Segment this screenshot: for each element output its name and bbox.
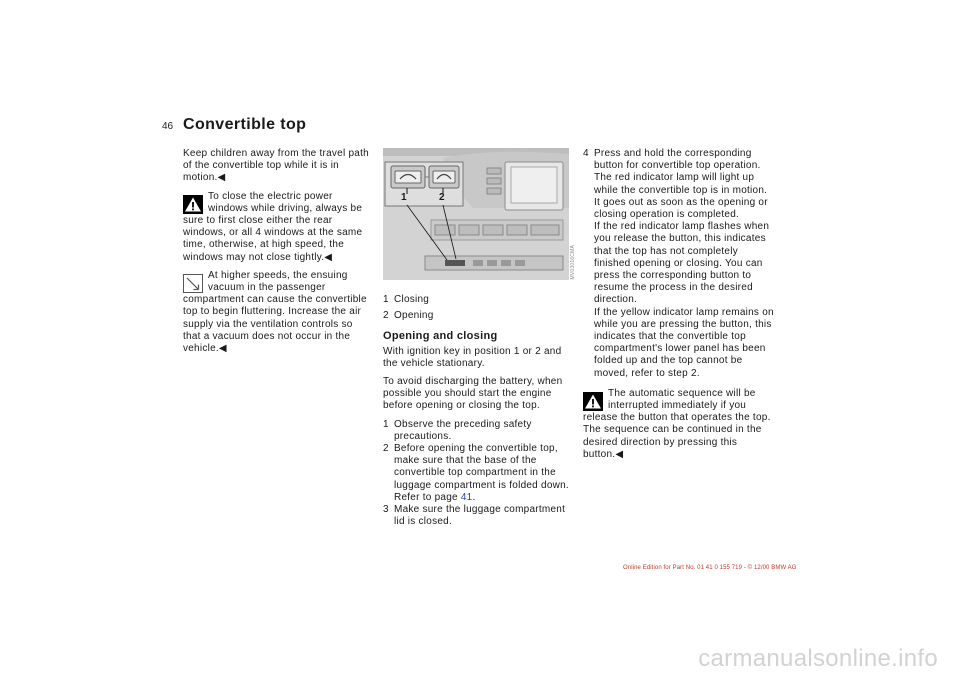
warning-triangle-icon (183, 195, 203, 214)
legend-item (383, 294, 575, 306)
list-item (383, 504, 575, 528)
watermark: carmanualsonline.info (698, 645, 938, 672)
list-item (583, 148, 775, 380)
note-line: At higher speeds, the ensuing (208, 269, 348, 281)
step-number: 4 (583, 148, 589, 159)
note-text: sure to first close either the rear windows, or all 4 windows at the same time, otherwise, at high speed, the windows may not close tightly.◀ (183, 215, 363, 263)
fluttering-info-note (183, 270, 373, 355)
children-warning-text: Keep children away from the travel path of the convertible top while it is in motion.◀ (183, 148, 369, 184)
column-right (583, 148, 775, 467)
sequence-warning-note (583, 388, 775, 461)
info-note-icon (183, 274, 203, 293)
figure-callout-1: 1 (401, 192, 407, 203)
step-text: Observe the preceding safety precautions. (394, 418, 532, 442)
step-number: 3 (383, 504, 389, 516)
step-text (594, 148, 775, 380)
figure-code: MV03016CMA (570, 245, 576, 280)
legend-text: Closing (394, 294, 430, 305)
section-heading: Opening and closing (383, 330, 498, 343)
step-text: Make sure the luggage compartment lid is closed. (394, 504, 566, 528)
dashboard-figure (383, 148, 569, 280)
step-text (394, 443, 575, 504)
step-number: 2 (383, 443, 389, 455)
step-text-part: Before opening the convertible top, make sure that the base of the convertible top compartment in the luggage compartment is folded down. Refer to page (394, 443, 569, 503)
step-text-part: . (472, 491, 476, 503)
battery-text: To avoid discharging the battery, when possible you should start the engine before opening or closing the top. (383, 376, 563, 412)
note-text: release the button that operates the top. The sequence can be continued in the desired direction by pressing this button.◀ (583, 412, 771, 460)
note-line: vacuum in the passenger (208, 282, 326, 294)
legend-number: 2 (383, 310, 389, 322)
note-line: To close the electric power (208, 190, 333, 202)
note-text: compartment can cause the convertible top to begin fluttering. Increase the air supply via the ventilation controls so that a vacuum does not occur in the vehicle.◀ (183, 294, 367, 355)
note-line: interrupted immediately if you (608, 400, 747, 412)
column-middle (383, 294, 575, 534)
step-4 (583, 148, 775, 380)
warning-triangle-icon (583, 392, 603, 411)
note-line: windows while driving, always be (208, 202, 363, 214)
page-number: 46 (162, 121, 174, 132)
step-paragraph: If the yellow indicator lamp remains on while you are pressing the button, this indicates that the convertible top compartment's lower panel has been folded up and the top cannot be moved, refer to step 2. (594, 306, 774, 379)
legend-text: Opening (394, 310, 434, 322)
figure-callout-2: 2 (439, 192, 445, 203)
step-number: 1 (383, 418, 389, 430)
figure-legend (383, 294, 575, 322)
window-warning-note (183, 191, 373, 264)
list-item (383, 443, 575, 504)
legend-number: 1 (383, 294, 389, 305)
footer-edition-text: Online Edition for Part No. 01 41 0 155 719 - © 12/00 BMW AG (623, 565, 797, 571)
ignition-text: With ignition key in position 1 or 2 and the vehicle stationary. (383, 345, 562, 369)
note-line: The automatic sequence will be (608, 387, 756, 399)
steps-list (383, 419, 575, 529)
step-paragraph: If the red indicator lamp flashes when you release the button, this indicates that the top has not completely finished opening or closing. You can press the corresponding button to resume the process in the desired direction. (594, 221, 770, 306)
list-item (383, 419, 575, 443)
legend-item (383, 310, 575, 322)
column-left (183, 148, 373, 361)
step-paragraph: Press and hold the corresponding button for convertible top operation. The red indicator lamp will light up while the convertible top is in motion. It goes out as soon as the opening or closing operation is completed. (594, 148, 768, 221)
page-reference-link[interactable]: 41 (460, 491, 473, 503)
dashboard-illustration (383, 148, 569, 280)
page-title: Convertible top (183, 116, 307, 133)
